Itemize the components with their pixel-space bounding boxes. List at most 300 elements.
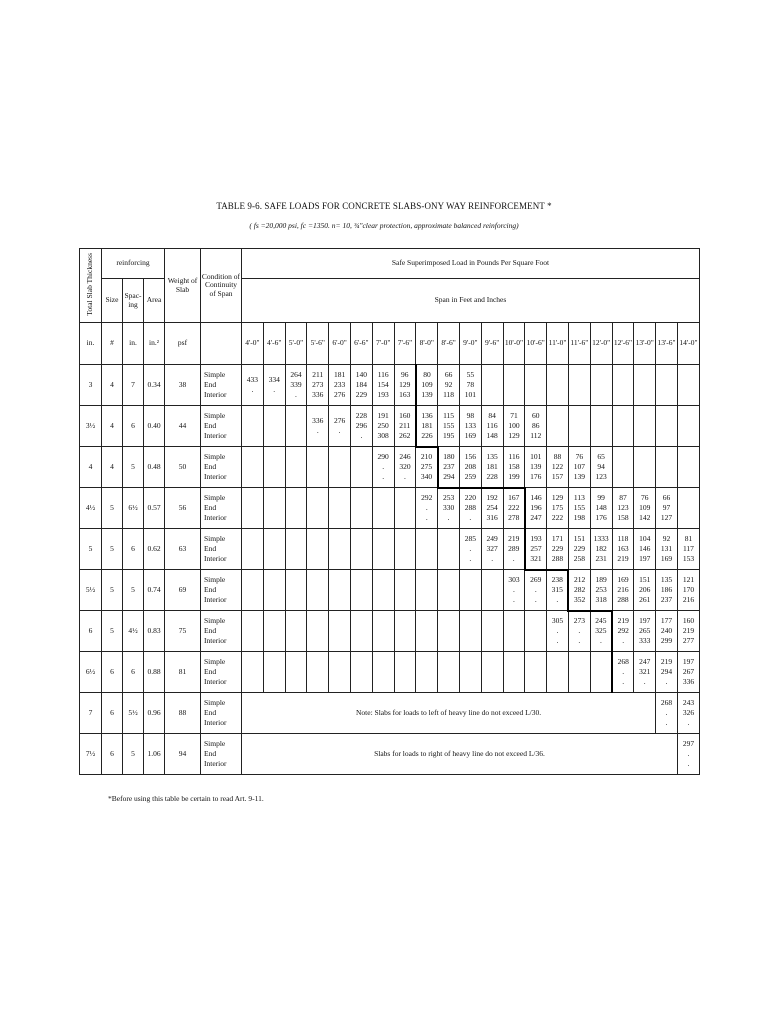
condition-line: End bbox=[204, 585, 217, 594]
load-cell bbox=[568, 611, 590, 652]
load-value: 175 bbox=[551, 503, 564, 512]
load-cell bbox=[656, 611, 678, 652]
size-header bbox=[102, 279, 123, 323]
weight-cell bbox=[165, 734, 201, 775]
condition-stack bbox=[201, 616, 241, 646]
load-cell bbox=[416, 611, 438, 652]
load-value: 116 bbox=[486, 421, 498, 430]
load-cell bbox=[438, 652, 460, 693]
load-value: 191 bbox=[377, 411, 389, 420]
load-value: 197 bbox=[682, 657, 695, 666]
load-cell bbox=[503, 406, 525, 447]
load-cell bbox=[634, 365, 656, 406]
load-stack bbox=[460, 534, 481, 564]
load-stack bbox=[264, 375, 285, 395]
size-cell bbox=[102, 406, 123, 447]
load-cell bbox=[503, 529, 525, 570]
load-cell bbox=[263, 611, 285, 652]
load-value: . bbox=[556, 626, 559, 635]
area-cell bbox=[144, 447, 165, 488]
span-column-header bbox=[285, 323, 307, 365]
load-cell bbox=[416, 488, 438, 529]
load-cell bbox=[394, 529, 416, 570]
spacing-cell bbox=[123, 652, 144, 693]
condition-line: Interior bbox=[204, 759, 227, 768]
table-note: Note: Slabs for loads to left of heavy line do not exceed L/30. bbox=[355, 707, 542, 717]
condition-line: End bbox=[204, 503, 217, 512]
size-value: 4 bbox=[110, 461, 114, 471]
spacing-cell bbox=[123, 611, 144, 652]
condition-stack bbox=[201, 452, 241, 482]
load-cell bbox=[503, 488, 525, 529]
load-cell bbox=[438, 447, 460, 488]
unit-thickness bbox=[80, 323, 102, 365]
load-stack bbox=[417, 370, 437, 400]
load-cell bbox=[350, 365, 372, 406]
load-cell bbox=[481, 406, 503, 447]
load-value: 257 bbox=[530, 543, 542, 553]
load-value: 181 bbox=[333, 370, 346, 379]
load-value: 308 bbox=[377, 431, 389, 440]
weight-value: 94 bbox=[178, 748, 187, 758]
load-value: 292 bbox=[421, 493, 433, 502]
table-row bbox=[80, 570, 700, 611]
load-cell bbox=[677, 693, 699, 734]
condition-stack bbox=[201, 575, 241, 605]
load-value: 1333 bbox=[593, 534, 609, 543]
spacing-value: 6 bbox=[131, 420, 135, 430]
load-cell bbox=[263, 570, 285, 611]
load-value: 98 bbox=[466, 411, 475, 420]
load-cell bbox=[547, 406, 569, 447]
load-value: 184 bbox=[355, 380, 367, 389]
load-value: 219 bbox=[660, 657, 673, 666]
load-cell bbox=[677, 611, 699, 652]
load-cell bbox=[307, 529, 329, 570]
load-value: 129 bbox=[399, 380, 411, 389]
load-value: 288 bbox=[617, 595, 629, 604]
load-value: 226 bbox=[421, 430, 433, 440]
load-stack bbox=[613, 493, 634, 523]
thickness-value: 3½ bbox=[85, 420, 96, 430]
load-stack bbox=[482, 452, 503, 482]
load-value: 321 bbox=[530, 553, 542, 563]
load-cell bbox=[416, 570, 438, 611]
safe-load-header bbox=[242, 249, 700, 279]
load-value: 76 bbox=[640, 493, 649, 502]
table-row bbox=[80, 406, 700, 447]
condition-label: Condition of Continuity of Span bbox=[201, 271, 241, 298]
load-cell bbox=[438, 529, 460, 570]
load-cell bbox=[656, 406, 678, 447]
load-value: 96 bbox=[400, 370, 409, 379]
area-header bbox=[144, 279, 165, 323]
load-cell bbox=[394, 611, 416, 652]
load-value: 222 bbox=[551, 513, 564, 522]
load-value: 142 bbox=[639, 513, 651, 522]
load-value: 290 bbox=[377, 452, 389, 461]
load-cell bbox=[263, 365, 285, 406]
load-cell bbox=[307, 365, 329, 406]
load-cell bbox=[459, 570, 481, 611]
load-cell bbox=[242, 570, 264, 611]
spacing-value: 4½ bbox=[128, 625, 138, 635]
load-value: 237 bbox=[443, 461, 455, 471]
load-cell bbox=[481, 570, 503, 611]
load-value: 133 bbox=[464, 421, 476, 430]
thickness-value: 6 bbox=[88, 625, 93, 635]
load-cell bbox=[329, 611, 351, 652]
load-value: 135 bbox=[486, 451, 498, 461]
load-stack bbox=[525, 452, 546, 482]
load-cell bbox=[503, 365, 525, 406]
table-subtitle: ( fs =20,000 psi, fc =1350. n= 10, ¾"clear protection, approximate balanced reinforcing) bbox=[249, 221, 519, 230]
load-cell bbox=[285, 406, 307, 447]
load-stack bbox=[547, 575, 567, 605]
size-value: 5 bbox=[110, 543, 114, 553]
load-value: 140 bbox=[355, 370, 367, 379]
load-cell bbox=[416, 447, 438, 488]
load-cell bbox=[285, 652, 307, 693]
load-cell bbox=[438, 488, 460, 529]
span-column-header bbox=[350, 323, 372, 365]
load-value: . bbox=[512, 554, 515, 563]
area-value: 1.06 bbox=[147, 748, 161, 758]
load-value: . bbox=[469, 544, 472, 553]
load-value: 160 bbox=[399, 411, 411, 420]
load-value: 92 bbox=[444, 380, 453, 389]
load-cell bbox=[372, 570, 394, 611]
load-stack bbox=[395, 452, 416, 482]
load-stack bbox=[438, 411, 459, 441]
spacing-value: 6 bbox=[131, 666, 135, 676]
load-value: 267 bbox=[682, 667, 695, 676]
condition-line: Simple bbox=[204, 370, 226, 379]
load-value: . bbox=[447, 513, 450, 523]
spacing-cell bbox=[123, 365, 144, 406]
load-cell bbox=[372, 488, 394, 529]
load-cell bbox=[568, 365, 590, 406]
load-stack bbox=[547, 452, 568, 482]
condition-cell bbox=[201, 406, 242, 447]
load-value: 259 bbox=[464, 471, 476, 481]
condition-line: Interior bbox=[204, 431, 227, 440]
load-stack bbox=[547, 493, 568, 523]
load-value: 334 bbox=[268, 375, 280, 384]
load-value: 228 bbox=[486, 471, 498, 481]
load-value: . bbox=[643, 677, 646, 686]
load-value: 326 bbox=[682, 708, 695, 717]
area-label: Area bbox=[146, 295, 162, 305]
load-cell bbox=[677, 365, 699, 406]
load-cell bbox=[394, 365, 416, 406]
load-cell bbox=[263, 488, 285, 529]
load-value: 129 bbox=[508, 431, 520, 440]
thickness-cell bbox=[80, 488, 102, 529]
area-cell bbox=[144, 611, 165, 652]
load-cell bbox=[394, 447, 416, 488]
load-cell bbox=[372, 529, 394, 570]
load-value: 115 bbox=[443, 411, 455, 420]
load-cell bbox=[329, 447, 351, 488]
load-cell bbox=[547, 529, 569, 570]
load-value: 176 bbox=[530, 472, 542, 481]
load-stack bbox=[678, 657, 699, 687]
load-value: 101 bbox=[530, 452, 542, 461]
span-column-header bbox=[329, 323, 351, 365]
load-value: . bbox=[382, 472, 385, 481]
load-cell bbox=[372, 611, 394, 652]
load-cell bbox=[656, 570, 678, 611]
load-cell bbox=[590, 652, 612, 693]
load-stack bbox=[286, 370, 307, 400]
load-value: . bbox=[534, 595, 537, 605]
span-column-header bbox=[438, 323, 460, 365]
load-value: 336 bbox=[682, 677, 695, 686]
reinforcing-label: reinforcing bbox=[116, 258, 150, 268]
load-value: 146 bbox=[639, 544, 651, 553]
load-value: . bbox=[513, 595, 515, 604]
load-cell bbox=[372, 447, 394, 488]
unit-area bbox=[144, 323, 165, 365]
load-value: 118 bbox=[443, 390, 455, 399]
load-cell bbox=[350, 652, 372, 693]
area-value: 0.62 bbox=[147, 543, 161, 553]
load-stack bbox=[547, 534, 568, 564]
load-stack bbox=[482, 493, 503, 523]
load-stack bbox=[373, 411, 394, 441]
load-cell bbox=[656, 488, 678, 529]
thickness-value: 4½ bbox=[85, 502, 96, 512]
load-value: 210 bbox=[420, 452, 433, 462]
span-value: 5'-0" bbox=[288, 338, 304, 348]
load-cell bbox=[416, 652, 438, 693]
load-value: 197 bbox=[639, 554, 651, 563]
load-value: 181 bbox=[421, 420, 433, 430]
load-value: 154 bbox=[377, 380, 389, 389]
load-value: 297 bbox=[682, 739, 695, 748]
span-column-header bbox=[263, 323, 285, 365]
load-value: 135 bbox=[660, 575, 673, 584]
reinforcing-header bbox=[102, 249, 165, 279]
span-column-header bbox=[656, 323, 678, 365]
spacing-value: 6½ bbox=[128, 502, 138, 512]
thickness-cell bbox=[80, 570, 102, 611]
load-value: 170 bbox=[682, 585, 695, 594]
load-cell bbox=[612, 652, 634, 693]
span-value: 10'-6" bbox=[526, 338, 545, 348]
load-cell bbox=[459, 529, 481, 570]
span-column-header bbox=[634, 323, 656, 365]
load-cell bbox=[438, 611, 460, 652]
thickness-cell bbox=[80, 365, 102, 406]
weight-cell bbox=[165, 570, 201, 611]
load-cell bbox=[634, 406, 656, 447]
condition-cell bbox=[201, 611, 242, 652]
load-cell bbox=[656, 447, 678, 488]
condition-line: Simple bbox=[204, 534, 226, 543]
table-row bbox=[80, 734, 700, 775]
load-stack bbox=[395, 370, 415, 400]
load-value: 336 bbox=[312, 416, 324, 425]
thickness-cell bbox=[80, 447, 102, 488]
unit-area-label: in.² bbox=[149, 338, 159, 348]
load-cell bbox=[547, 365, 569, 406]
spacing-value: 5 bbox=[131, 584, 135, 594]
area-value: 0.88 bbox=[147, 666, 161, 676]
condition-header bbox=[201, 249, 242, 323]
load-stack bbox=[504, 575, 525, 605]
condition-line: End bbox=[204, 749, 217, 758]
spacing-value: 5½ bbox=[128, 707, 138, 717]
load-cell bbox=[242, 652, 264, 693]
table-row bbox=[80, 611, 700, 652]
unit-spacing-label: in. bbox=[129, 338, 137, 348]
spacing-label: Spac-ing bbox=[124, 290, 142, 309]
load-cell bbox=[263, 447, 285, 488]
area-value: 0.57 bbox=[147, 502, 161, 512]
load-cell bbox=[329, 406, 351, 447]
load-value: 219 bbox=[617, 554, 629, 563]
load-stack bbox=[656, 698, 677, 728]
spacing-value: 6 bbox=[131, 543, 135, 553]
thickness-value: 3 bbox=[88, 379, 93, 389]
load-stack bbox=[438, 493, 459, 523]
load-value: 316 bbox=[486, 513, 498, 523]
load-stack bbox=[678, 534, 699, 564]
size-cell bbox=[102, 447, 123, 488]
safe-loads-table bbox=[79, 248, 700, 775]
condition-line: Simple bbox=[204, 411, 226, 420]
load-stack bbox=[634, 657, 655, 687]
load-value: . bbox=[404, 472, 406, 481]
area-cell bbox=[144, 529, 165, 570]
spacing-value: 7 bbox=[131, 379, 135, 389]
load-value: 299 bbox=[660, 636, 673, 645]
load-cell bbox=[481, 365, 503, 406]
load-value: . bbox=[360, 431, 363, 440]
load-cell bbox=[677, 734, 699, 775]
load-value: 109 bbox=[639, 503, 651, 512]
load-value: 318 bbox=[595, 594, 607, 604]
size-value: 4 bbox=[110, 420, 114, 430]
load-value: 219 bbox=[617, 616, 629, 625]
load-cell bbox=[634, 447, 656, 488]
load-value: 155 bbox=[442, 421, 455, 430]
load-value: 228 bbox=[355, 411, 367, 420]
load-cell bbox=[547, 570, 569, 611]
load-stack bbox=[504, 452, 525, 482]
load-stack bbox=[634, 575, 655, 605]
load-cell bbox=[285, 611, 307, 652]
load-cell bbox=[350, 488, 372, 529]
spacing-header bbox=[123, 279, 144, 323]
load-value: . bbox=[599, 636, 602, 646]
load-value: 240 bbox=[660, 626, 673, 635]
load-cell bbox=[677, 570, 699, 611]
load-cell bbox=[307, 406, 329, 447]
load-value: 87 bbox=[619, 493, 627, 502]
load-value: 229 bbox=[551, 543, 564, 553]
area-cell bbox=[144, 734, 165, 775]
load-value: 167 bbox=[508, 493, 520, 503]
area-value: 0.34 bbox=[147, 379, 161, 389]
load-value: 268 bbox=[660, 698, 673, 707]
condition-line: Interior bbox=[204, 636, 227, 645]
size-value: 6 bbox=[110, 707, 114, 717]
load-value: 276 bbox=[333, 390, 346, 399]
condition-cell bbox=[201, 734, 242, 775]
load-value: 222 bbox=[508, 503, 520, 513]
load-stack bbox=[678, 616, 699, 646]
load-value: 157 bbox=[551, 472, 564, 481]
load-value: 294 bbox=[660, 667, 673, 676]
area-value: 0.48 bbox=[147, 461, 161, 471]
load-cell bbox=[568, 406, 590, 447]
load-value: . bbox=[687, 749, 690, 758]
load-value: 197 bbox=[639, 616, 651, 625]
span-column-header bbox=[525, 323, 547, 365]
load-cell bbox=[394, 652, 416, 693]
area-cell bbox=[144, 652, 165, 693]
load-cell bbox=[677, 488, 699, 529]
load-value: 66 bbox=[444, 370, 453, 379]
load-cell bbox=[242, 529, 264, 570]
weight-value: 75 bbox=[178, 625, 187, 635]
area-value: 0.40 bbox=[147, 420, 161, 430]
load-cell bbox=[263, 529, 285, 570]
load-value: 151 bbox=[573, 534, 585, 543]
load-value: 180 bbox=[443, 451, 455, 461]
span-value: 5'-6" bbox=[310, 338, 325, 348]
span-value: 11'-6" bbox=[570, 338, 589, 348]
load-stack bbox=[634, 616, 655, 646]
unit-thickness-label: in. bbox=[86, 338, 95, 348]
table-row bbox=[80, 488, 700, 529]
weight-value: 44 bbox=[178, 420, 187, 430]
load-cell bbox=[329, 570, 351, 611]
size-value: 4 bbox=[110, 379, 114, 389]
load-value: . bbox=[295, 390, 297, 399]
load-cell bbox=[525, 447, 547, 488]
load-stack bbox=[416, 452, 436, 482]
load-cell bbox=[416, 529, 438, 570]
load-stack bbox=[613, 534, 634, 564]
weight-cell bbox=[165, 365, 201, 406]
load-value: 97 bbox=[662, 503, 671, 512]
load-cell bbox=[394, 570, 416, 611]
condition-line: Interior bbox=[204, 554, 227, 563]
load-value: 80 bbox=[423, 370, 431, 379]
load-value: 81 bbox=[684, 534, 693, 543]
load-value: 196 bbox=[530, 503, 542, 512]
span-value: 7'-0" bbox=[375, 338, 391, 348]
load-stack bbox=[656, 493, 677, 523]
span-column-header bbox=[459, 323, 481, 365]
condition-cell bbox=[201, 365, 242, 406]
load-cell bbox=[329, 529, 351, 570]
load-cell bbox=[242, 365, 264, 406]
load-value: 71 bbox=[510, 411, 518, 420]
note-cell bbox=[242, 734, 678, 775]
load-value: . bbox=[578, 626, 581, 636]
condition-cell bbox=[201, 652, 242, 693]
thickness-cell bbox=[80, 611, 102, 652]
load-cell bbox=[656, 652, 678, 693]
load-value: 116 bbox=[508, 451, 520, 461]
size-cell bbox=[102, 693, 123, 734]
load-value: 171 bbox=[551, 533, 564, 543]
